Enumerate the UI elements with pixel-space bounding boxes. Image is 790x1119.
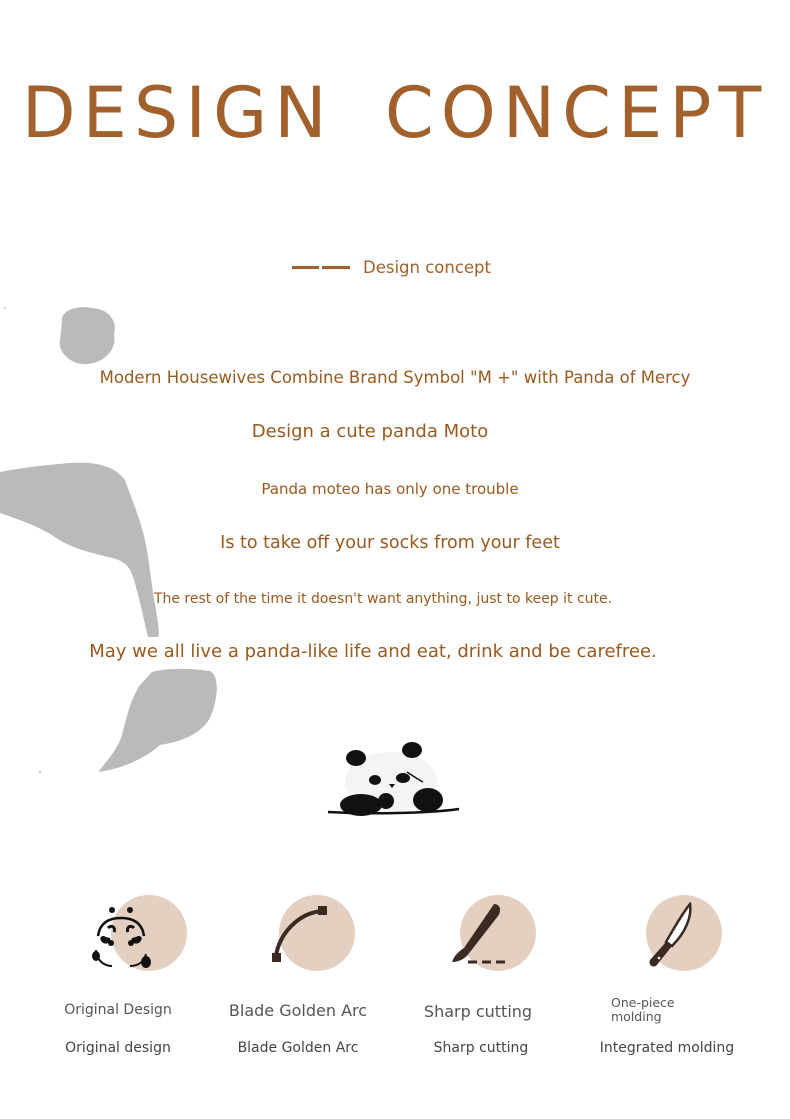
feature-title: Sharp cutting [423, 1002, 533, 1021]
story-line: May we all live a panda-like life and eat, drink and be carefree. [89, 641, 657, 662]
scalpel-icon [448, 902, 518, 966]
story-line: Modern Housewives Combine Brand Symbol "M +" with Panda of Mercy [99, 368, 691, 387]
feature-title: One-piece molding [611, 995, 675, 1024]
knife-icon [642, 902, 698, 970]
feature-description: Integrated molding [599, 1040, 735, 1056]
feature-title: Original Design [64, 1002, 172, 1018]
section-heading [292, 258, 491, 277]
feature-description: Blade Golden Arc [237, 1040, 359, 1056]
page-title: DESIGN CONCEPT [21, 72, 769, 154]
section-subtitle: Design concept [363, 258, 492, 277]
story-line: Panda moteo has only one trouble [261, 480, 519, 498]
panda-face-icon [88, 904, 154, 974]
feature-description: Original design [65, 1040, 171, 1056]
feature-title: Blade Golden Arc [228, 1001, 368, 1020]
feature-description: Sharp cutting [433, 1040, 529, 1056]
story-line: Design a cute panda Moto [251, 421, 489, 442]
story-line: The rest of the time it doesn't want anything, just to keep it cute. [153, 591, 613, 607]
curve-arc-icon [270, 905, 334, 965]
heading-dash-decoration [292, 266, 350, 269]
story-line: Is to take off your socks from your feet [220, 533, 560, 553]
lying-panda-icon [323, 738, 463, 820]
